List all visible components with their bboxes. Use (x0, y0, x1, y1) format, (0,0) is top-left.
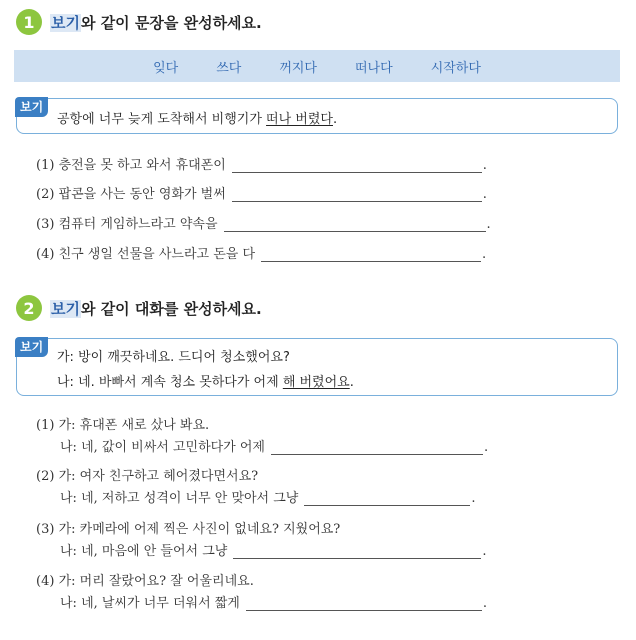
word-bank-item: 시작하다 (430, 60, 481, 76)
question-2-4-line-b: 나: 네, 날씨가 너무 더워서 짧게 . (60, 596, 488, 611)
example-line-1: 가: 방이 깨끗하네요. 드디어 청소했어요? (57, 350, 290, 365)
instruction-highlight: 보기 (51, 299, 80, 318)
question-2-2-line-a: (2) 가: 여자 친구하고 헤어졌다면서요? (36, 469, 259, 484)
instruction-highlight: 보기 (51, 13, 80, 32)
answer-blank[interactable] (224, 217, 486, 232)
section-number-badge: 1 (16, 9, 42, 35)
answer-blank[interactable] (233, 544, 481, 559)
answer-blank[interactable] (232, 187, 482, 202)
question-1-2: (2) 팝콘을 사는 동안 영화가 벌써 . (36, 187, 487, 202)
question-2-4-line-a: (4) 가: 머리 잘랐어요? 잘 어울리네요. (36, 574, 254, 589)
answer-blank[interactable] (261, 247, 481, 262)
word-bank-item: 떠나다 (355, 60, 393, 76)
word-bank-item: 잊다 (153, 60, 179, 76)
question-2-3-line-a: (3) 가: 카메라에 어제 찍은 사진이 없네요? 지웠어요? (36, 522, 341, 537)
section-number-badge: 2 (16, 295, 42, 321)
example-answer: 해 버렸어요 (282, 375, 350, 390)
question-2-1-line-a: (1) 가: 휴대폰 새로 샀나 봐요. (36, 418, 210, 433)
instruction-text: 와 같이 대화를 완성하세요. (80, 299, 262, 318)
question-2-1-line-b: 나: 네, 값이 비싸서 고민하다가 어제 . (60, 440, 489, 455)
question-1-1: (1) 충전을 못 하고 와서 휴대폰이 . (36, 158, 487, 173)
word-bank-item: 쓰다 (216, 60, 242, 76)
example-tag: 보기 (15, 97, 48, 117)
answer-blank[interactable] (246, 596, 482, 611)
example-sentence: 공항에 너무 늦게 도착해서 비행기가 떠나 버렸다. (57, 112, 338, 127)
question-2-2-line-b: 나: 네, 저하고 성격이 너무 안 맞아서 그냥 . (60, 491, 476, 506)
answer-blank[interactable] (271, 440, 483, 455)
instruction-text: 와 같이 문장을 완성하세요. (80, 13, 262, 32)
section-1-header (16, 9, 262, 35)
question-1-4: (4) 친구 생일 선물을 사느라고 돈을 다 . (36, 247, 487, 262)
section-2-header (16, 295, 262, 321)
answer-blank[interactable] (232, 158, 482, 173)
example-answer: 떠나 버렸다 (266, 112, 333, 127)
question-1-3: (3) 컴퓨터 게임하느라고 약속을 . (36, 217, 491, 232)
word-bank (14, 50, 620, 82)
example-box-2 (16, 338, 618, 396)
example-line-2: 나: 네. 바빠서 계속 청소 못하다가 어제 해 버렸어요. (57, 375, 354, 390)
section-2-instruction (50, 298, 262, 319)
example-box-1 (16, 98, 618, 134)
answer-blank[interactable] (304, 491, 470, 506)
question-2-3-line-b: 나: 네, 마음에 안 들어서 그냥 . (60, 544, 487, 559)
section-1-instruction (50, 12, 262, 33)
example-tag: 보기 (15, 337, 48, 357)
word-bank-item: 꺼지다 (279, 60, 317, 76)
